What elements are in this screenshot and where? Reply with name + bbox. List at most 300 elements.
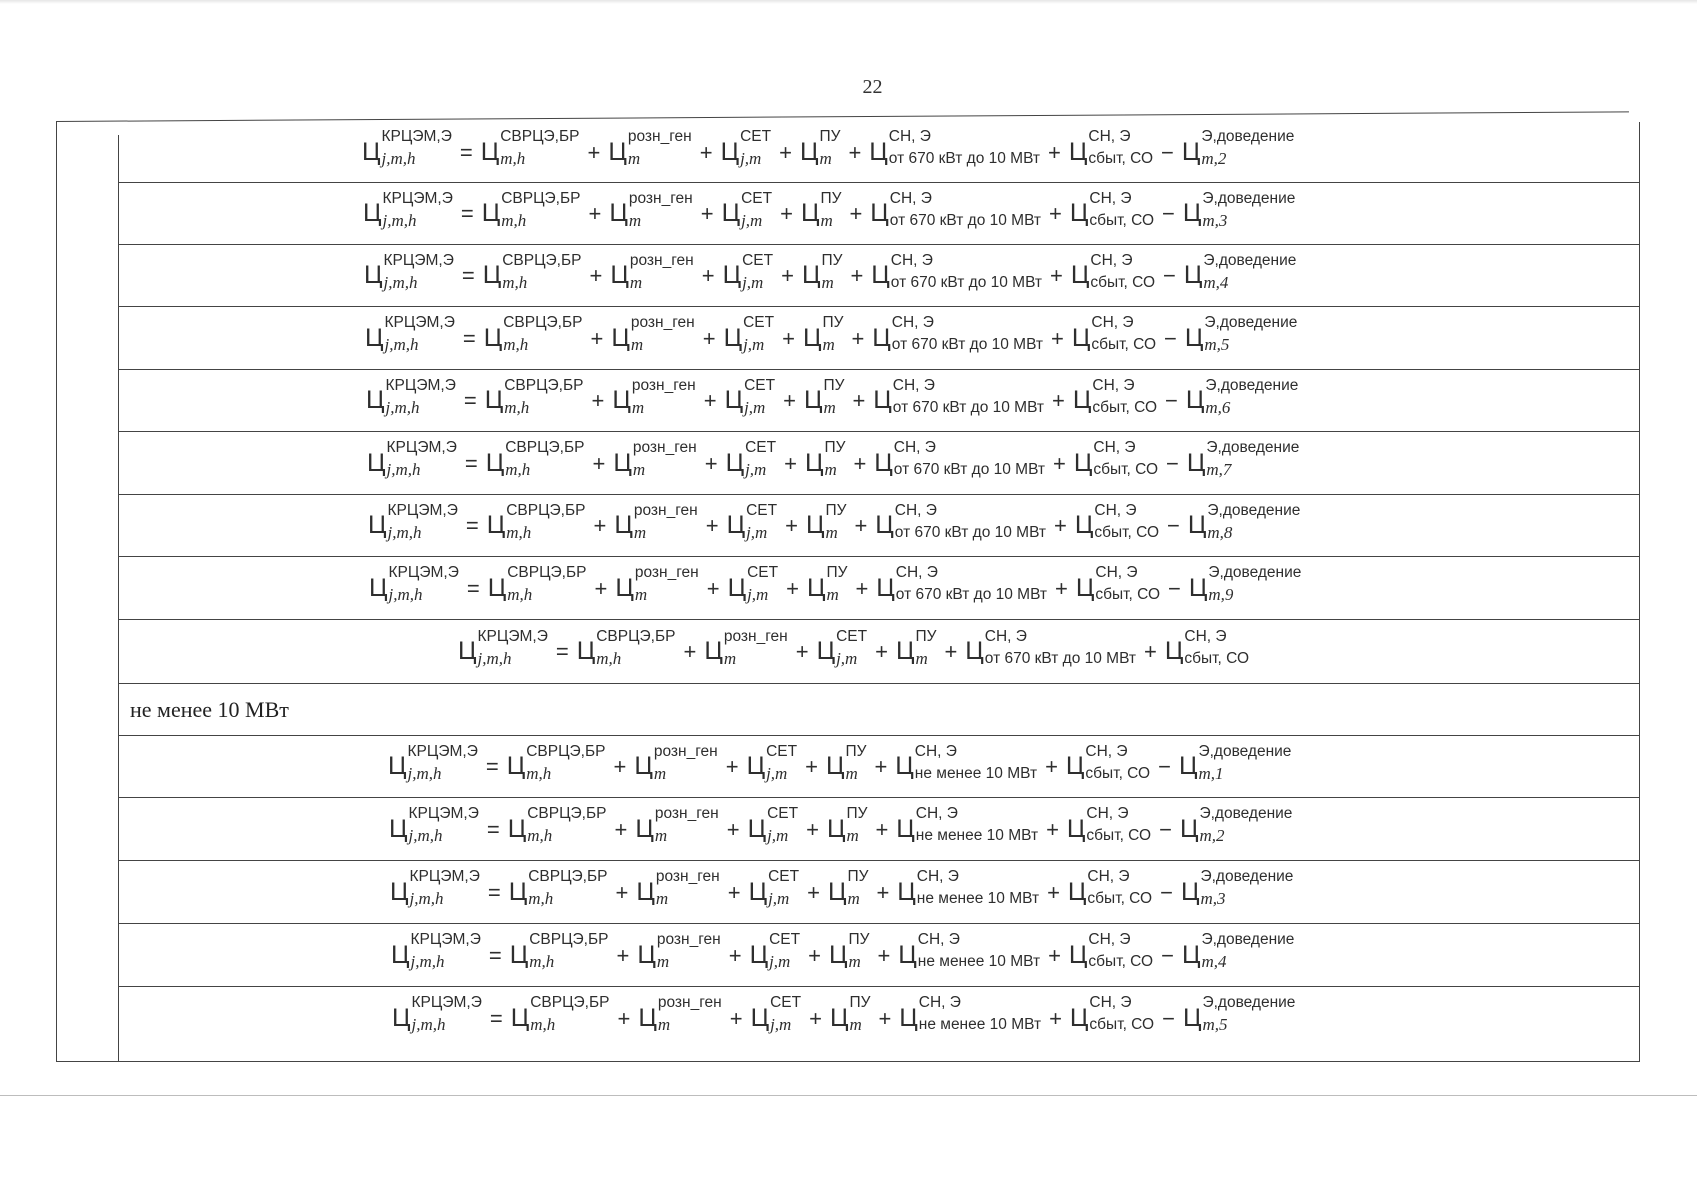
set-term-subscript: j,m <box>766 763 788 783</box>
plus-sign: + <box>781 263 794 288</box>
plus-sign: + <box>701 263 715 288</box>
sn-term-superscript: СН, Э <box>914 742 957 760</box>
dovedenie-term <box>1182 189 1296 232</box>
svrce-term-superscript: СВРЦЭ,БР <box>529 931 609 948</box>
sbyt-term <box>1070 251 1156 294</box>
price-symbol: Ц <box>750 1003 770 1032</box>
dovedenie-term-subscript: m,5 <box>1204 335 1230 354</box>
dovedenie-term-subscript: m,7 <box>1206 460 1232 479</box>
price-symbol: Ц <box>896 814 915 843</box>
plus-sign: + <box>592 450 606 476</box>
pu-term-subscript: m <box>819 149 832 168</box>
dovedenie-term-subscript: m,8 <box>1207 522 1233 542</box>
pu-term-subscript: m <box>820 210 833 230</box>
sbyt-term-superscript: СН, Э <box>1090 251 1133 269</box>
table-row <box>118 370 1640 432</box>
price-symbol: Ц <box>391 940 410 969</box>
price-symbol: Ц <box>895 637 915 665</box>
lhs-term <box>389 805 479 847</box>
price-symbol: Ц <box>613 448 632 477</box>
price-symbol: Ц <box>874 448 893 477</box>
price-symbol: Ц <box>1179 814 1199 843</box>
sbyt-term-superscript: СН, Э <box>1088 128 1131 145</box>
sbyt-term-superscript: СН, Э <box>1088 931 1131 948</box>
plus-sign: + <box>702 325 716 351</box>
dovedenie-term-subscript: m,4 <box>1201 952 1227 971</box>
dovedenie-term-subscript: m,3 <box>1202 210 1228 230</box>
plus-sign: + <box>848 139 862 165</box>
sbyt-term-superscript: СН, Э <box>1085 742 1128 760</box>
dovedenie-term-superscript: Э,доведение <box>1205 376 1299 394</box>
pu-term-subscript: m <box>823 397 836 417</box>
plus-sign: + <box>807 879 820 905</box>
sn-term-subscript: от 670 кВт до 10 МВт <box>894 523 1047 541</box>
price-symbol: Ц <box>611 323 630 352</box>
sbyt-term <box>1068 128 1154 170</box>
plus-sign: + <box>1045 754 1058 779</box>
lhs-term <box>364 251 454 294</box>
pu-term <box>825 742 867 785</box>
equals-sign: = <box>459 139 473 165</box>
price-symbol: Ц <box>507 814 527 843</box>
lhs-term <box>388 742 478 785</box>
price-symbol: Ц <box>1182 1003 1202 1032</box>
price-symbol: Ц <box>704 637 723 665</box>
lhs-term-subscript: j,m,h <box>411 1015 446 1034</box>
dovedenie-term-superscript: Э,доведение <box>1198 742 1292 760</box>
svrce-term <box>506 742 606 785</box>
sn-term-subscript: не менее 10 МВт <box>916 890 1040 907</box>
minus-sign: − <box>1160 879 1173 905</box>
pu-term <box>805 501 847 544</box>
plus-sign: + <box>1049 201 1062 226</box>
price-symbol: Ц <box>804 448 824 477</box>
rozn-gen-term-superscript: розн_ген <box>654 805 719 822</box>
rozn-gen-term <box>614 501 698 544</box>
plus-sign: + <box>1049 1005 1062 1031</box>
minus-sign: − <box>1164 325 1177 351</box>
table-row <box>118 798 1640 861</box>
lhs-term <box>366 376 456 419</box>
equals-sign: = <box>462 325 476 351</box>
plus-sign: + <box>808 942 821 968</box>
minus-sign: − <box>1159 816 1172 842</box>
price-symbol: Ц <box>615 573 634 602</box>
pu-term <box>804 439 846 481</box>
formula <box>369 564 1302 606</box>
pu-term-superscript: ПУ <box>826 564 848 581</box>
plus-sign: + <box>849 201 863 226</box>
pu-term-superscript: ПУ <box>848 931 870 948</box>
price-symbol: Ц <box>483 323 503 352</box>
pu-term-subscript: m <box>849 1015 862 1034</box>
sn-term <box>871 251 1043 294</box>
sbyt-term <box>1067 868 1153 910</box>
svrce-term-subscript: m,h <box>507 585 533 604</box>
plus-sign: + <box>705 513 719 538</box>
formula <box>388 742 1292 785</box>
svrce-term-subscript: m,h <box>527 826 553 845</box>
set-term-superscript: СЕТ <box>745 439 777 456</box>
pu-term <box>801 251 843 294</box>
table-row <box>118 432 1640 495</box>
price-symbol: Ц <box>392 1003 411 1032</box>
plus-sign: + <box>1052 388 1065 413</box>
svrce-term <box>509 931 609 973</box>
sn-term-superscript: СН, Э <box>918 994 961 1011</box>
dovedenie-term-superscript: Э,доведение <box>1206 439 1300 456</box>
dovedenie-term-superscript: Э,доведение <box>1203 251 1297 269</box>
plus-sign: + <box>594 575 608 601</box>
plus-sign: + <box>874 754 888 779</box>
table-row <box>118 987 1640 1049</box>
svrce-term-subscript: m,h <box>526 763 552 783</box>
dovedenie-term <box>1179 805 1293 847</box>
plus-sign: + <box>1046 816 1059 842</box>
table-top-border <box>56 111 1629 122</box>
pu-term-subscript: m <box>822 335 835 354</box>
sn-term <box>897 868 1040 910</box>
lhs-term-superscript: КРЦЭМ,Э <box>409 868 480 885</box>
plus-sign: + <box>854 513 868 538</box>
pu-term-superscript: ПУ <box>846 805 868 822</box>
set-term <box>747 805 799 847</box>
set-term-superscript: СЕТ <box>767 805 799 822</box>
price-symbol: Ц <box>1185 386 1205 414</box>
plus-sign: + <box>783 388 796 413</box>
sn-term <box>895 742 1038 785</box>
lhs-term-subscript: j,m,h <box>385 397 420 417</box>
minus-sign: − <box>1161 139 1174 165</box>
pu-term-superscript: ПУ <box>845 742 867 760</box>
rozn-gen-term-subscript: m <box>657 1015 671 1034</box>
equals-sign: = <box>465 513 479 538</box>
set-term-superscript: СЕТ <box>769 931 801 948</box>
price-symbol: Ц <box>612 386 631 414</box>
dovedenie-term-subscript: m,6 <box>1205 397 1231 417</box>
sbyt-term-subscript: сбыт, СО <box>1091 336 1157 353</box>
price-symbol: Ц <box>1067 877 1087 906</box>
sbyt-term-subscript: сбыт, СО <box>1095 586 1161 603</box>
plus-sign: + <box>587 139 601 165</box>
dovedenie-term-superscript: Э,доведение <box>1202 994 1296 1011</box>
sn-term-subscript: от 670 кВт до 10 МВт <box>888 150 1041 167</box>
price-symbol: Ц <box>637 940 656 969</box>
plus-sign: + <box>1053 450 1066 476</box>
pu-term-superscript: ПУ <box>915 627 937 645</box>
price-symbol: Ц <box>1186 448 1206 477</box>
sbyt-term-superscript: СН, Э <box>1092 376 1135 394</box>
svrce-term-superscript: СВРЦЭ,БР <box>503 314 583 331</box>
set-term <box>749 931 801 973</box>
plus-sign: + <box>589 263 603 288</box>
price-symbol: Ц <box>368 511 387 539</box>
pu-term <box>827 868 869 910</box>
plus-sign: + <box>588 201 602 226</box>
set-term <box>726 501 778 544</box>
rozn-gen-term-subscript: m <box>655 889 669 908</box>
set-term-subscript: j,m <box>770 1015 792 1034</box>
plus-sign: + <box>727 879 741 905</box>
price-symbol: Ц <box>576 637 596 665</box>
svrce-term <box>481 189 581 232</box>
rozn-gen-term <box>635 805 719 847</box>
price-symbol: Ц <box>367 448 386 477</box>
price-symbol: Ц <box>746 752 766 780</box>
sbyt-term <box>1065 742 1151 785</box>
pu-term-subscript: m <box>915 648 928 668</box>
equals-sign: = <box>466 575 480 601</box>
price-symbol: Ц <box>610 261 629 289</box>
lhs-term-subscript: j,m,h <box>407 763 442 783</box>
plus-sign: + <box>876 879 890 905</box>
rozn-gen-term-subscript: m <box>634 585 648 604</box>
pu-term <box>829 994 871 1036</box>
plus-sign: + <box>944 639 958 664</box>
set-term <box>725 439 777 481</box>
price-symbol: Ц <box>1073 448 1093 477</box>
sn-term-superscript: СН, Э <box>891 314 934 331</box>
dovedenie-term <box>1185 376 1299 419</box>
set-term-superscript: СЕТ <box>766 742 798 760</box>
formula <box>368 501 1301 544</box>
svrce-term-subscript: m,h <box>528 889 554 908</box>
sbyt-term-superscript: СН, Э <box>1087 868 1130 885</box>
svrce-term-subscript: m,h <box>502 272 528 292</box>
plus-sign: + <box>1144 639 1157 664</box>
sn-term <box>899 994 1042 1036</box>
rozn-gen-term-superscript: розн_ген <box>629 251 694 269</box>
price-symbol: Ц <box>363 199 382 227</box>
plus-sign: + <box>703 388 717 413</box>
lhs-term-subscript: j,m,h <box>384 335 419 354</box>
pu-term <box>806 564 848 606</box>
equals-sign: = <box>460 201 474 226</box>
rozn-gen-term-subscript: m <box>723 648 737 668</box>
svrce-term-subscript: m,h <box>506 522 532 542</box>
lhs-term-superscript: КРЦЭМ,Э <box>411 994 482 1011</box>
plus-sign: + <box>850 263 864 288</box>
sn-term-superscript: СН, Э <box>984 627 1027 645</box>
price-symbol: Ц <box>609 199 628 227</box>
lhs-term-subscript: j,m,h <box>410 952 445 971</box>
plus-sign: + <box>779 139 792 165</box>
sbyt-term-subscript: сбыт, СО <box>1184 649 1250 667</box>
lhs-term <box>391 931 481 973</box>
price-symbol: Ц <box>720 137 740 166</box>
plus-sign: + <box>878 1005 892 1031</box>
price-symbol: Ц <box>458 637 477 665</box>
pu-term-subscript: m <box>848 952 861 971</box>
lhs-term-subscript: j,m,h <box>388 585 423 604</box>
set-term-subscript: j,m <box>836 648 858 668</box>
lhs-term <box>363 189 453 232</box>
price-symbol: Ц <box>365 323 384 352</box>
price-symbol: Ц <box>898 940 917 969</box>
set-term-subscript: j,m <box>745 460 767 479</box>
price-symbol: Ц <box>724 386 744 414</box>
plus-sign: + <box>615 879 629 905</box>
sn-term <box>876 564 1048 606</box>
price-symbol: Ц <box>390 877 409 906</box>
minus-sign: − <box>1163 263 1176 288</box>
rozn-gen-term-subscript: m <box>629 272 643 292</box>
plus-sign: + <box>591 388 605 413</box>
plus-sign: + <box>617 1005 631 1031</box>
price-symbol: Ц <box>1178 752 1198 780</box>
set-term-superscript: СЕТ <box>836 627 868 645</box>
pu-term-subscript: m <box>824 460 837 479</box>
rozn-gen-term-subscript: m <box>632 460 646 479</box>
price-symbol: Ц <box>508 877 528 906</box>
svrce-term <box>507 805 607 847</box>
rozn-gen-term <box>615 564 699 606</box>
price-symbol: Ц <box>871 261 890 289</box>
set-term <box>723 314 775 356</box>
set-term <box>720 128 772 170</box>
price-symbol: Ц <box>1164 637 1184 665</box>
rozn-gen-term-subscript: m <box>653 763 667 783</box>
svrce-term-subscript: m,h <box>505 460 531 479</box>
sbyt-term <box>1069 189 1155 232</box>
plus-sign: + <box>1047 879 1060 905</box>
table-row <box>118 736 1640 798</box>
rozn-gen-term-superscript: розн_ген <box>634 564 699 581</box>
plus-sign: + <box>805 754 818 779</box>
price-symbol: Ц <box>816 637 836 665</box>
price-symbol: Ц <box>827 877 847 906</box>
rozn-gen-term-subscript: m <box>630 335 644 354</box>
lhs-term-superscript: КРЦЭМ,Э <box>386 439 457 456</box>
plus-sign: + <box>725 754 739 779</box>
price-symbol: Ц <box>485 448 505 477</box>
pu-term-superscript: ПУ <box>821 251 843 269</box>
price-symbol: Ц <box>802 323 822 352</box>
sn-term-subscript: от 670 кВт до 10 МВт <box>889 211 1042 229</box>
formula <box>389 805 1293 847</box>
dovedenie-term-subscript: m,2 <box>1199 826 1225 845</box>
svrce-term-superscript: СВРЦЭ,БР <box>500 128 580 145</box>
rozn-gen-term-superscript: розн_ген <box>656 931 721 948</box>
sn-term-subscript: не менее 10 МВт <box>914 764 1038 782</box>
plus-sign: + <box>1051 325 1064 351</box>
price-symbol: Ц <box>829 1003 849 1032</box>
svrce-term-superscript: СВРЦЭ,БР <box>506 501 586 519</box>
dovedenie-term <box>1181 931 1295 973</box>
price-symbol: Ц <box>481 199 501 227</box>
sbyt-term-superscript: СН, Э <box>1091 314 1134 331</box>
price-symbol: Ц <box>1184 323 1204 352</box>
price-symbol: Ц <box>899 1003 918 1032</box>
sn-term-superscript: СН, Э <box>893 439 936 456</box>
sbyt-term-superscript: СН, Э <box>1089 994 1132 1011</box>
sn-term <box>965 627 1137 670</box>
pu-term <box>803 376 845 419</box>
pu-term-subscript: m <box>826 585 839 604</box>
price-symbol: Ц <box>965 637 984 665</box>
sn-term <box>874 439 1046 481</box>
lhs-term-subscript: j,m,h <box>382 210 417 230</box>
set-term <box>721 189 773 232</box>
dovedenie-term <box>1187 501 1301 544</box>
set-term-superscript: СЕТ <box>741 189 773 207</box>
lhs-term-subscript: j,m,h <box>381 149 416 168</box>
price-symbol: Ц <box>722 261 742 289</box>
sn-term-superscript: СН, Э <box>892 376 935 394</box>
set-term-superscript: СЕТ <box>740 128 772 145</box>
dovedenie-term <box>1186 439 1300 481</box>
price-symbol: Ц <box>825 752 845 780</box>
sn-term-superscript: СН, Э <box>895 564 938 581</box>
set-term <box>727 564 779 606</box>
rozn-gen-term <box>609 189 693 232</box>
svrce-term-superscript: СВРЦЭ,БР <box>504 376 584 394</box>
sn-term <box>898 931 1041 973</box>
svrce-term-subscript: m,h <box>503 335 529 354</box>
set-term-superscript: СЕТ <box>742 251 774 269</box>
pu-term-superscript: ПУ <box>819 128 841 145</box>
pu-term-subscript: m <box>847 889 860 908</box>
plus-sign: + <box>699 139 713 165</box>
svrce-term <box>508 868 608 910</box>
price-symbol: Ц <box>388 752 407 780</box>
formula <box>367 439 1300 481</box>
price-symbol: Ц <box>806 573 826 602</box>
lhs-term-superscript: КРЦЭМ,Э <box>382 189 453 207</box>
plus-sign: + <box>1050 263 1063 288</box>
sbyt-term-subscript: сбыт, СО <box>1090 273 1156 291</box>
pu-term-superscript: ПУ <box>822 314 844 331</box>
set-term-subscript: j,m <box>747 585 769 604</box>
rozn-gen-term-superscript: розн_ген <box>627 128 692 145</box>
set-term <box>722 251 774 294</box>
price-symbol: Ц <box>875 511 894 539</box>
price-symbol: Ц <box>510 1003 530 1032</box>
pu-term-subscript: m <box>825 522 838 542</box>
table-row <box>118 122 1640 183</box>
sn-term-subscript: от 670 кВт до 10 МВт <box>890 273 1043 291</box>
price-symbol: Ц <box>634 752 653 780</box>
lhs-term-subscript: j,m,h <box>386 460 421 479</box>
price-symbol: Ц <box>1070 261 1090 289</box>
plus-sign: + <box>784 450 797 476</box>
price-symbol: Ц <box>727 573 747 602</box>
dovedenie-term <box>1188 564 1302 606</box>
pu-term <box>799 128 841 170</box>
set-term <box>724 376 776 419</box>
minus-sign: − <box>1165 388 1178 413</box>
sbyt-term-subscript: сбыт, СО <box>1093 461 1159 478</box>
price-symbol: Ц <box>1182 199 1202 227</box>
set-term <box>746 742 798 785</box>
plus-sign: + <box>704 450 718 476</box>
plus-sign: + <box>782 325 795 351</box>
plus-sign: + <box>786 575 799 601</box>
svrce-term-superscript: СВРЦЭ,БР <box>502 251 582 269</box>
plus-sign: + <box>851 325 865 351</box>
price-symbol: Ц <box>486 511 506 539</box>
pu-term-subscript: m <box>846 826 859 845</box>
svrce-term-subscript: m,h <box>596 648 622 668</box>
svrce-term <box>576 627 676 670</box>
sn-term <box>869 128 1041 170</box>
price-symbol: Ц <box>484 386 504 414</box>
sn-term-superscript: СН, Э <box>890 251 933 269</box>
sbyt-term-superscript: СН, Э <box>1094 501 1137 519</box>
plus-sign: + <box>853 450 867 476</box>
sn-term-superscript: СН, Э <box>917 931 960 948</box>
sn-term-subscript: от 670 кВт до 10 МВт <box>892 398 1045 416</box>
